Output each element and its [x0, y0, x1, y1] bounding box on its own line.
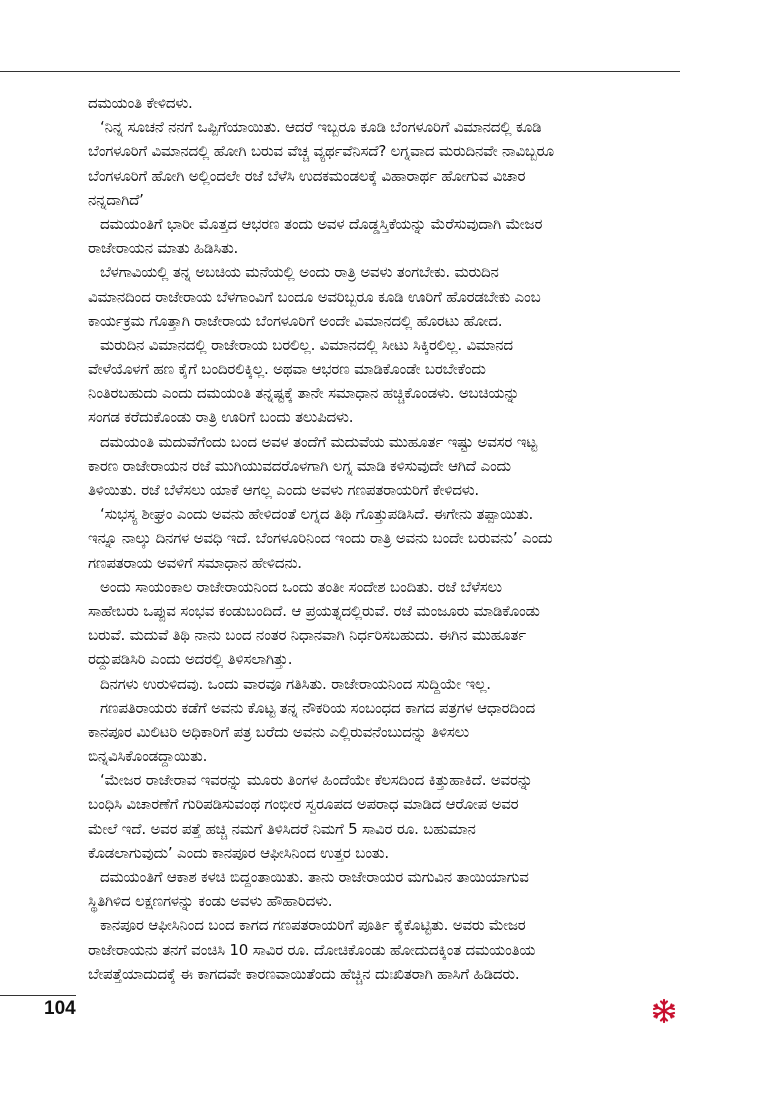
page-number: 104 [44, 998, 76, 1019]
snowflake-ornament-icon [651, 998, 677, 1024]
text-line: ಕೊಡಲಾಗುವುದು’ ಎಂದು ಕಾನಪೂರ ಆಫೀಸಿನಿಂದ ಉತ್ತರ ಬಂತು. [88, 843, 389, 862]
text-line: ಮೇಲೆ ಇದೆ. ಅವರ ಪತ್ತೆ ಹಚ್ಚಿ ನಮಗೆ ತಿಳಿಸಿದರೆ ನಿಮಗೆ 5 ಸಾವಿರ ರೂ. ಬಹುಮಾನ [88, 819, 476, 838]
text-line: ಇನ್ನೂ ನಾಲ್ಕು ದಿನಗಳ ಅವಧಿ ಇದೆ. ಬೆಂಗಳೂರಿನಿಂದ ಇಂದು ರಾತ್ರಿ ಅವನು ಬಂದೇ ಬರುವನು’ ಎಂದು [88, 529, 553, 548]
text-line: ಸ್ಥಿತಿಗಿಳಿದ ಲಕ್ಷಣಗಳನ್ನು ಕಂಡು ಅವಳು ಹೌಹಾರಿದಳು. [88, 892, 333, 911]
top-rule [0, 71, 680, 72]
text-line: ಕಾರಣ ರಾಜೇರಾಯನ ರಜೆ ಮುಗಿಯುವದರೊಳಗಾಗಿ ಲಗ್ನ ಮಾಡಿ ಕಳಿಸುವುದೇ ಆಗಿದೆ ಎಂದು [88, 456, 511, 475]
text-line: ಗಣಪತರಾಯ ಅವಳಿಗೆ ಸಮಾಧಾನ ಹೇಳಿದನು. [88, 553, 302, 572]
text-line: ಬೇಪತ್ತೆಯಾದುದಕ್ಕೆ ಈ ಕಾಗದವೇ ಕಾರಣವಾಯಿತೆಂದು ಹೆಚ್ಚಿನ ದುಃಖಿತರಾಗಿ ಹಾಸಿಗೆ ಹಿಡಿದರು. [88, 964, 520, 983]
text-line: ಸಾಹೇಬರು ಒಪ್ಪುವ ಸಂಭವ ಕಂಡುಬಂದಿದೆ. ಆ ಪ್ರಯತ್ನದಲ್ಲಿರುವೆ. ರಜೆ ಮಂಜೂರು ಮಾಡಿಕೊಂಡು [88, 601, 540, 620]
text-line: ಸಂಗಡ ಕರೆದುಕೊಂಡು ರಾತ್ರಿ ಊರಿಗೆ ಬಂದು ತಲುಪಿದಳು. [88, 408, 354, 427]
text-line: ಬೆಳಗಾವಿಯಲ್ಲಿ ತನ್ನ ಅಬಚಿಯ ಮನೆಯಲ್ಲಿ ಅಂದು ರಾತ್ರಿ ಅವಳು ತಂಗಬೇಕು. ಮರುದಿನ [100, 263, 499, 282]
text-line: ದಿನಗಳು ಉರುಳಿದವು. ಒಂದು ವಾರವೂ ಗತಿಸಿತು. ರಾಜೇರಾಯನಿಂದ ಸುದ್ದಿಯೇ ಇಲ್ಲ. [100, 674, 491, 693]
text-line: ಅಂದು ಸಾಯಂಕಾಲ ರಾಜೇರಾಯನಿಂದ ಒಂದು ತಂತೀ ಸಂದೇಶ ಬಂದಿತು. ರಜೆ ಬೆಳೆಸಲು [100, 577, 502, 596]
text-line: ಗಣಪತಿರಾಯರು ಕಡೆಗೆ ಅವನು ಕೊಟ್ಟ ತನ್ನ ನೌಕರಿಯ ಸಂಬಂಧದ ಕಾಗದ ಪತ್ರಗಳ ಆಧಾರದಿಂದ [100, 698, 535, 717]
bottom-rule [0, 995, 76, 996]
text-line: ದಮಯಂತಿಗೆ ಭಾರೀ ಮೊತ್ತದ ಆಭರಣ ತಂದು ಅವಳ ದೊಡ್ಡಸ್ತಿಕೆಯನ್ನು ಮೆರೆಸುವುದಾಗಿ ಮೇಜರ [100, 214, 543, 233]
body-text [88, 91, 668, 986]
text-line: ಬರುವೆ. ಮದುವೆ ತಿಥಿ ನಾನು ಬಂದ ನಂತರ ನಿಧಾನವಾಗಿ ನಿರ್ಧರಿಸಬಹುದು. ಈಗಿನ ಮುಹೂರ್ತ [88, 626, 526, 645]
text-line: ಕಾರ್ಯಕ್ರಮ ಗೊತ್ತಾಗಿ ರಾಜೇರಾಯ ಬೆಂಗಳೂರಿಗೆ ಅಂದೇ ವಿಮಾನದಲ್ಲಿ ಹೊರಟು ಹೋದ. [88, 311, 503, 330]
text-line: ಕಾನಪೂರ ಆಫೀಸಿನಿಂದ ಬಂದ ಕಾಗದ ಗಣಪತರಾಯರಿಗೆ ಪೂರ್ತಿ ಕೈಕೊಟ್ಟಿತು. ಅವರು ಮೇಜರ [100, 916, 526, 935]
text-line: ರದ್ದುಪಡಿಸಿರಿ ಎಂದು ಅದರಲ್ಲಿ ತಿಳಿಸಲಾಗಿತ್ತು. [88, 650, 293, 669]
text-line: ದಮಯಂತಿಗೆ ಆಕಾಶ ಕಳಚಿ ಬಿದ್ದಂತಾಯಿತು. ತಾನು ರಾಜೇರಾಯರ ಮಗುವಿನ ತಾಯಿಯಾಗುವ [100, 868, 529, 886]
text-line: ಬಿನ್ನವಿಸಿಕೊಂಡದ್ದಾಯಿತು. [88, 747, 208, 766]
text-line: ‘ನಿನ್ನ ಸೂಚನೆ ನನಗೆ ಒಪ್ಪಿಗೆಯಾಯಿತು. ಆದರೆ ಇಬ್ಬರೂ ಕೂಡಿ ಬೆಂಗಳೂರಿಗೆ ವಿಮಾನದಲ್ಲಿ ಕೂಡಿ [100, 118, 542, 137]
text-line: ತಿಳಿಯಿತು. ರಜೆ ಬೆಳೆಸಲು ಯಾಕೆ ಆಗಲ್ಲ ಎಂದು ಅವಳು ಗಣಪತರಾಯರಿಗೆ ಕೇಳಿದಳು. [88, 481, 479, 499]
text-line: ಮರುದಿನ ವಿಮಾನದಲ್ಲಿ ರಾಜೇರಾಯ ಬರಲಿಲ್ಲ. ವಿಮಾನದಲ್ಲಿ ಸೀಟು ಸಿಕ್ಕಿರಲಿಲ್ಲ. ವಿಮಾನದ [100, 335, 513, 354]
text-line: ‘ಮೇಜರ ರಾಜೇರಾವ ಇವರನ್ನು ಮೂರು ತಿಂಗಳ ಹಿಂದೆಯೇ ಕೆಲಸದಿಂದ ಕಿತ್ತುಹಾಕಿದೆ. ಅವರನ್ನು [100, 771, 533, 790]
text-line: ಬೆಂಗಳೂರಿಗೆ ವಿಮಾನದಲ್ಲಿ ಹೋಗಿ ಬರುವ ವೆಚ್ಚ ವ್ಯರ್ಥವೆನಿಸದೆ? ಲಗ್ನವಾದ ಮರುದಿನವೇ ನಾವಿಬ್ಬರೂ [88, 142, 554, 161]
text-line: ದಮಯಂತಿ ಮದುವೆಗೆಂದು ಬಂದ ಅವಳ ತಂದೆಗೆ ಮದುವೆಯ ಮುಹೂರ್ತ ಇಷ್ಟು ಅವಸರ ಇಟ್ಟ [100, 432, 537, 451]
text-line: ‘ಸುಭಸ್ಯ ಶೀಘ್ರಂ ಎಂದು ಅವನು ಹೇಳಿದಂತೆ ಲಗ್ನದ ತಿಥಿ ಗೊತ್ತುಪಡಿಸಿದೆ. ಈಗೇನು ತಪ್ಪಾಯಿತು. [100, 505, 534, 524]
text-line: ರಾಜೇರಾಯನು ತನಗೆ ವಂಚಿಸಿ 10 ಸಾವಿರ ರೂ. ದೋಚಿಕೊಂಡು ಹೋದುದಕ್ಕಿಂತ ದಮಯಂತಿಯ [88, 940, 536, 959]
text-line: ದಮಯಂತಿ ಕೇಳಿದಳು. [88, 94, 193, 112]
text-line: ವೇಳೆಯೊಳಗೆ ಹಣ ಕೈಗೆ ಬಂದಿರಲಿಕ್ಕಿಲ್ಲ. ಅಥವಾ ಆಭರಣ ಮಾಡಿಕೊಂಡೇ ಬರಬೇಕೆಂದು [88, 360, 486, 379]
text-line: ನನ್ನದಾಗಿದೆ’ [88, 190, 144, 209]
text-line: ಕಾನಪೂರ ಮಿಲಿಟರಿ ಅಧಿಕಾರಿಗೆ ಪತ್ರ ಬರೆದು ಅವನು ಎಲ್ಲಿರುವನೆಂಬುದನ್ನು ತಿಳಿಸಲು [88, 722, 469, 741]
text-line: ವಿಮಾನದಿಂದ ರಾಜೇರಾಯ ಬೆಳಗಾಂವಿಗೆ ಬಂದೂ ಅವರಿಬ್ಬರೂ ಕೂಡಿ ಊರಿಗೆ ಹೊರಡಬೇಕು ಎಂಬ [88, 287, 541, 306]
text-line: ನಿಂತಿರಬಹುದು ಎಂದು ದಮಯಂತಿ ತನ್ನಷ್ಟಕ್ಕೆ ತಾನೇ ಸಮಾಧಾನ ಹಚ್ಚಿಕೊಂಡಳು. ಅಬಚಿಯನ್ನು [88, 384, 520, 403]
text-line: ರಾಜೇರಾಯನ ಮಾತು ಹಿಡಿಸಿತು. [88, 239, 239, 258]
text-line: ಬಂಧಿಸಿ ವಿಚಾರಣೆಗೆ ಗುರಿಪಡಿಸುವಂಥ ಗಂಭೀರ ಸ್ವರೂಪದ ಅಪರಾಧ ಮಾಡಿದ ಆರೋಪ ಅವರ [88, 795, 519, 814]
text-line: ಬೆಂಗಳೂರಿಗೆ ಹೋಗಿ ಅಲ್ಲಿಂದಲೇ ರಜೆ ಬೆಳೆಸಿ ಉದಕಮಂಡಲಕ್ಕೆ ವಿಹಾರಾರ್ಥ ಹೋಗುವ ವಿಚಾರ [88, 166, 526, 185]
